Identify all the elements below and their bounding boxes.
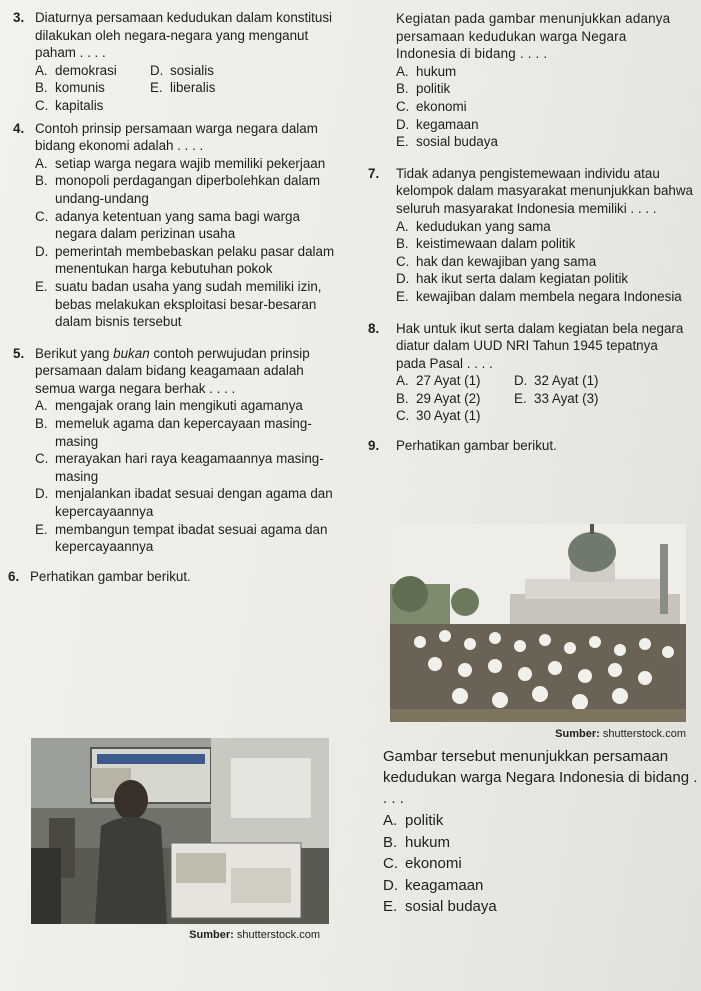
option-e[interactable]: E. 33 Ayat (3) (514, 390, 599, 406)
option-e[interactable]: E. suatu badan usaha yang sudah memiliki izin, bebas melakukan eksploitasi besar-besaran dalam bisnis tersebut (35, 278, 322, 330)
q6-question (383, 746, 698, 918)
mosque-prayer-photo (390, 524, 686, 722)
option-b[interactable]: B. hukum (383, 833, 451, 851)
option-a[interactable]: A. setiap warga negara wajib memiliki pekerjaan (35, 155, 326, 171)
option-c[interactable]: C. merayakan hari raya keagamaannya masing-masing (35, 451, 324, 484)
option-c[interactable]: C. adanya ketentuan yang sama bagi warga negara dalam perizinan usaha (35, 208, 300, 242)
right-column (368, 4, 701, 455)
question-stem: Perhatikan gambar berikut. (396, 438, 557, 454)
option-b[interactable]: B. keistimewaan dalam politik (396, 236, 576, 252)
question-number: 6. (8, 568, 20, 584)
question-stem: Contoh prinsip persamaan warga negara dalam bidang ekonomi adalah . . . . (35, 120, 318, 154)
question-5 (0, 345, 350, 556)
question-number: 3. (13, 10, 25, 25)
question-3 (0, 9, 350, 115)
voter-registration-photo (31, 738, 329, 924)
options-grid (396, 372, 701, 425)
q6-source: Sumber: shutterstock.com (189, 929, 320, 941)
option-d[interactable]: D. keagamaan (383, 876, 484, 894)
option-a[interactable]: A. kedudukan yang sama (396, 218, 551, 234)
option-b[interactable]: B. komunis (35, 80, 105, 96)
question-stem: Tidak adanya pengistemewaan individu atau kelompok dalam masyarakat menunjukkan bahwa seluruh masyarakat Indonesia memiliki . . . . (396, 165, 693, 216)
question-7 (368, 165, 701, 306)
option-c[interactable]: C. kapitalis (35, 97, 104, 113)
option-a[interactable]: A. politik (383, 812, 444, 829)
option-c[interactable]: C. ekonomi (383, 855, 462, 872)
question-8 (368, 320, 701, 426)
q6-options (383, 810, 698, 918)
option-a[interactable]: A. demokrasi (35, 62, 117, 78)
question-stem: Diaturnya persamaan kedudukan dalam konstitusi dilakukan oleh negara-negara yang menganut paham . . . . (35, 10, 332, 61)
option-d[interactable]: D. sosialis (150, 62, 214, 78)
option-b[interactable]: B. memeluk agama dan kepercayaan masing-masing (35, 416, 312, 449)
question-stem: Kegiatan pada gambar menunjukkan adanya persamaan kedudukan warga Negara Indonesia di bidang . . . . (396, 11, 671, 62)
question-9 (368, 437, 701, 455)
question-6 (0, 568, 350, 586)
option-c[interactable]: C. ekonomi (396, 98, 467, 114)
option-a[interactable]: A. hukum (396, 63, 457, 79)
option-a[interactable]: A. 27 Ayat (1) (396, 373, 481, 389)
question-stem: Hak untuk ikut serta dalam kegiatan bela negara diatur dalam UUD NRI Tahun 1945 tepatnya pada Pasal . . . . (396, 320, 684, 371)
q9-photo (390, 524, 686, 722)
question-number: 5. (13, 345, 25, 361)
option-d[interactable]: D. kegamaan (396, 116, 479, 132)
options-grid (35, 62, 350, 115)
question-stem: Perhatikan gambar berikut. (30, 568, 191, 584)
option-d[interactable]: D. 32 Ayat (1) (514, 373, 599, 389)
option-e[interactable]: E. liberalis (150, 80, 216, 96)
option-e[interactable]: E. sosial budaya (383, 898, 497, 915)
question-number: 9. (368, 438, 380, 454)
left-column (0, 4, 350, 941)
question-4 (0, 120, 350, 331)
q6-photo (31, 738, 329, 924)
option-b[interactable]: B. politik (396, 81, 451, 97)
question-stem: Gambar tersebut menunjukkan persamaan kedudukan warga Negara Indonesia di bidang . . . . (383, 748, 698, 807)
option-b[interactable]: B. monopoli perdagangan diperbolehkan dalam undang-undang (35, 173, 321, 206)
q9-source: Sumber: shutterstock.com (555, 728, 686, 740)
option-e[interactable]: E. membangun tempat ibadat sesuai agama dan kepercayaannya (35, 521, 328, 555)
option-d[interactable]: D. pemerintah membebaskan pelaku pasar dalam menentukan harga kebutuhan pokok (35, 243, 335, 277)
option-e[interactable]: E. sosial budaya (396, 134, 498, 150)
option-c[interactable]: C. 30 Ayat (1) (396, 408, 481, 424)
option-d[interactable]: D. menjalankan ibadat sesuai dengan agama dan kepercayaannya (35, 486, 333, 520)
question-number: 7. (368, 165, 380, 181)
question-stem: Berikut yang bukan contoh perwujudan prinsip persamaan dalam bidang keagamaan adalah semua warga negara berhak . . . . (35, 345, 310, 396)
option-e[interactable]: E. kewajiban dalam membela negara Indonesia (396, 288, 682, 304)
option-b[interactable]: B. 29 Ayat (2) (396, 390, 481, 406)
question-number: 4. (13, 120, 25, 136)
option-a[interactable]: A. mengajak orang lain mengikuti agamanya (35, 398, 303, 414)
question-number: 8. (368, 320, 380, 336)
option-d[interactable]: D. hak ikut serta dalam kegiatan politik (396, 271, 629, 287)
question-continued (368, 10, 701, 151)
option-c[interactable]: C. hak dan kewajiban yang sama (396, 253, 597, 269)
